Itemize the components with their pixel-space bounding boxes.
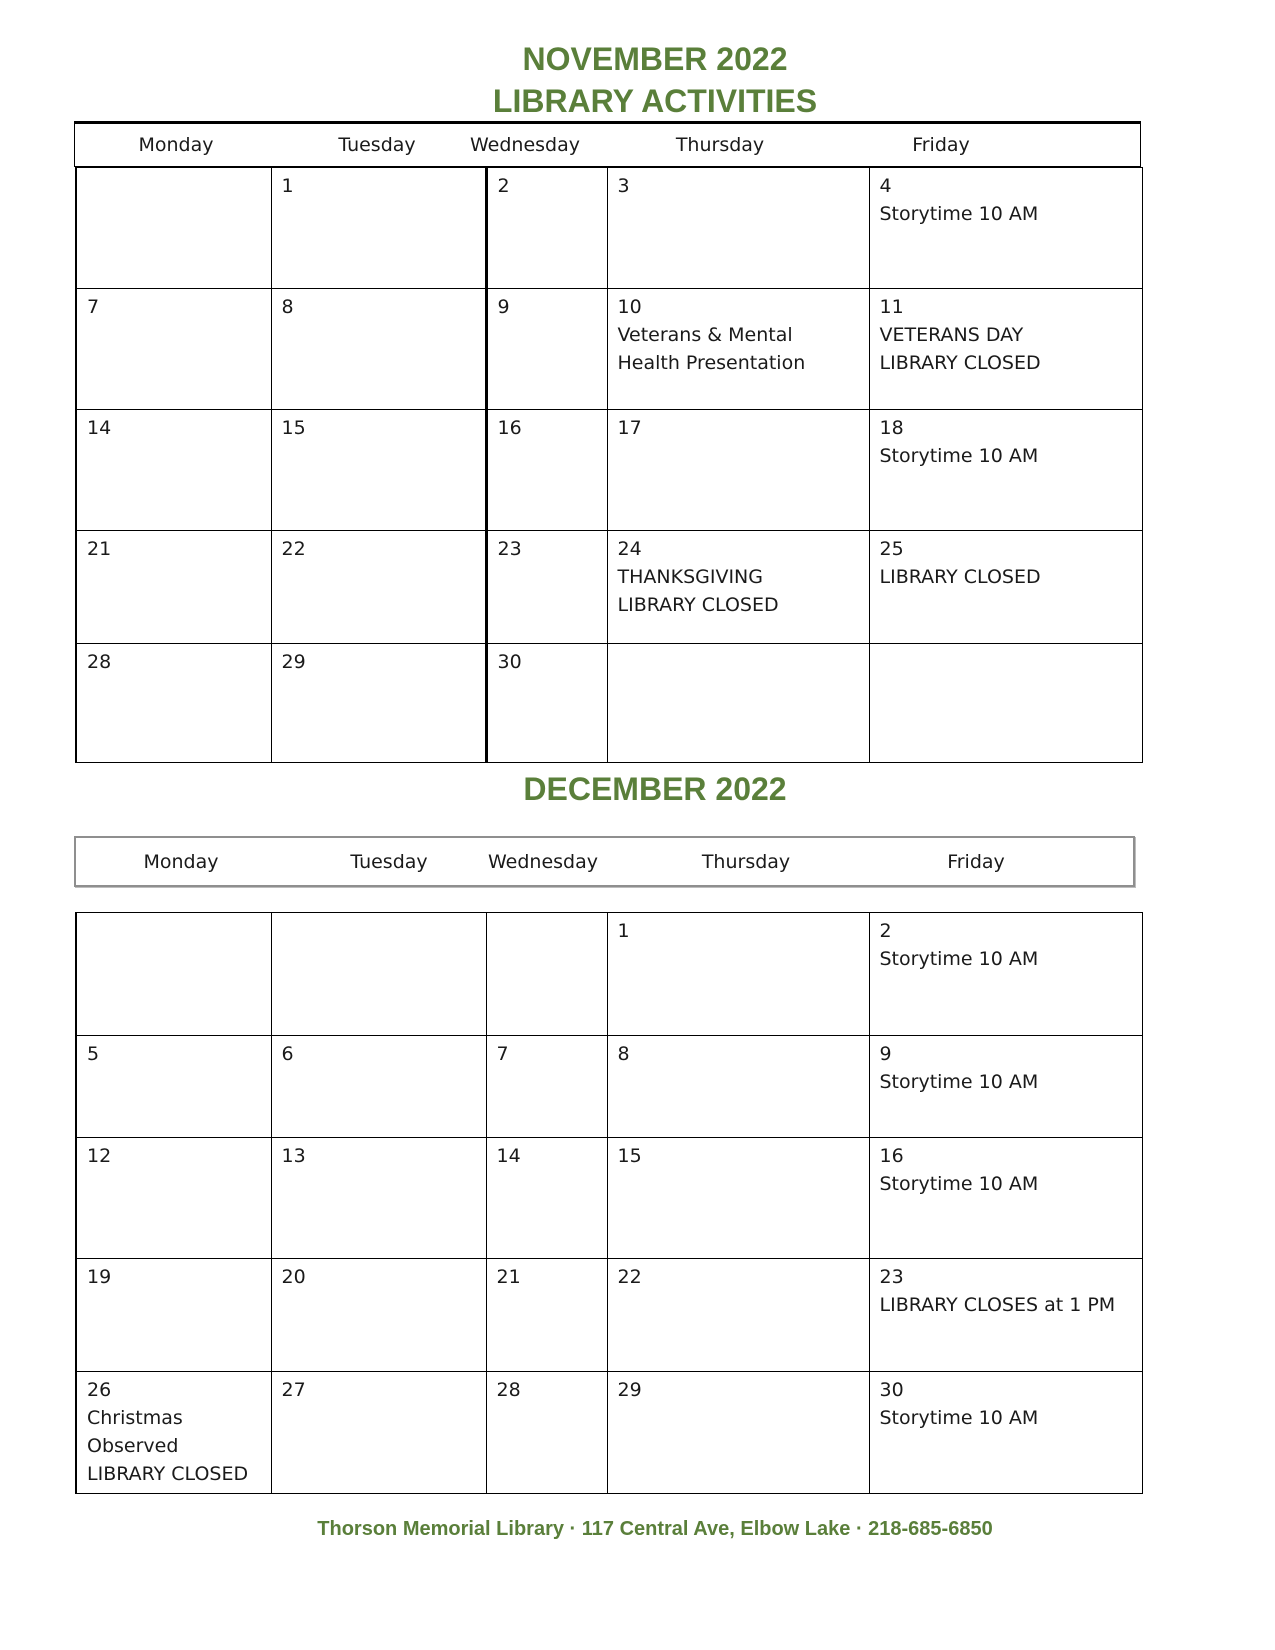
november-weekday-header	[74, 121, 1141, 167]
calendar-day-cell	[607, 410, 869, 531]
day-event: LIBRARY CLOSES at 1 PM	[879, 1294, 1116, 1316]
calendar-day-cell	[869, 1036, 1142, 1138]
calendar-day-cell	[869, 289, 1142, 410]
day-event: Christmas Observed LIBRARY CLOSED	[87, 1407, 249, 1485]
weekday-label: Wednesday	[469, 134, 581, 156]
weekday-label: Tuesday	[338, 134, 416, 156]
calendar-day-cell	[869, 913, 1142, 1036]
day-number: 29	[281, 651, 306, 673]
december-calendar-grid	[75, 912, 1143, 1494]
calendar-day-cell	[76, 1036, 271, 1138]
calendar-day-cell	[271, 1138, 486, 1259]
calendar-day-cell	[76, 410, 271, 531]
day-number: 1	[281, 175, 294, 197]
calendar-day-cell	[76, 1138, 271, 1259]
calendar-day-cell	[607, 168, 869, 289]
day-number: 28	[87, 651, 112, 673]
day-number: 24	[617, 538, 642, 560]
calendar-day-cell	[486, 168, 607, 289]
day-number: 30	[497, 651, 522, 673]
weekday-label: Thursday	[701, 850, 791, 873]
calendar-day-cell	[271, 1372, 486, 1494]
day-number: 2	[497, 175, 510, 197]
calendar-day-cell	[869, 168, 1142, 289]
calendar-day-cell	[869, 410, 1142, 531]
calendar-day-cell	[271, 410, 486, 531]
calendar-week-row	[76, 1372, 1142, 1494]
day-number: 30	[879, 1379, 904, 1401]
day-number: 8	[281, 296, 294, 318]
weekday-label: Monday	[143, 850, 219, 873]
calendar-day-cell	[76, 289, 271, 410]
day-number: 5	[87, 1043, 100, 1065]
calendar-day-cell	[76, 913, 271, 1036]
day-event: Storytime 10 AM	[879, 1071, 1039, 1093]
calendar-day-cell	[486, 644, 607, 763]
calendar-day-cell	[271, 913, 486, 1036]
calendar-day-cell	[486, 531, 607, 644]
calendar-day-cell	[486, 410, 607, 531]
day-number: 25	[879, 538, 904, 560]
day-event: Storytime 10 AM	[879, 1173, 1039, 1195]
day-number: 11	[879, 296, 904, 318]
calendar-day-cell	[76, 531, 271, 644]
calendar-day-cell	[486, 1372, 607, 1494]
calendar-day-cell	[271, 289, 486, 410]
calendar-day-cell	[607, 531, 869, 644]
calendar-day-cell	[607, 1372, 869, 1494]
day-number: 23	[497, 538, 522, 560]
day-number: 17	[617, 417, 642, 439]
day-event: Storytime 10 AM	[879, 203, 1039, 225]
day-number: 16	[879, 1145, 904, 1167]
calendar-day-cell	[486, 1036, 607, 1138]
calendar-day-cell	[607, 289, 869, 410]
day-number: 20	[281, 1266, 306, 1288]
calendar-day-cell	[607, 1138, 869, 1259]
day-event: Storytime 10 AM	[879, 1407, 1039, 1429]
day-number: 16	[497, 417, 522, 439]
calendar-week-row	[76, 1138, 1142, 1259]
calendar-day-cell	[76, 168, 271, 289]
day-event: THANKSGIVING LIBRARY CLOSED	[617, 566, 779, 616]
calendar-week-row	[76, 913, 1142, 1036]
calendar-day-cell	[271, 531, 486, 644]
day-number: 27	[281, 1379, 306, 1401]
calendar-week-row	[76, 644, 1142, 763]
december-weekday-header	[74, 836, 1135, 887]
day-event: Storytime 10 AM	[879, 445, 1039, 467]
day-number: 12	[87, 1145, 112, 1167]
calendar-day-cell	[869, 531, 1142, 644]
day-event: Storytime 10 AM	[879, 948, 1039, 970]
day-number: 6	[281, 1043, 294, 1065]
day-event: LIBRARY CLOSED	[879, 566, 1041, 588]
calendar-day-cell	[486, 1138, 607, 1259]
day-number: 14	[87, 417, 112, 439]
library-contact-footer: Thorson Memorial Library · 117 Central Ave, Elbow Lake · 218-685-6850	[317, 1518, 993, 1540]
calendar-week-row	[76, 1036, 1142, 1138]
weekday-label: Wednesday	[487, 850, 599, 873]
weekday-label: Friday	[947, 850, 1005, 873]
calendar-day-cell	[486, 289, 607, 410]
november-title: NOVEMBER 2022	[522, 41, 788, 77]
calendar-week-row	[76, 168, 1142, 289]
day-number: 4	[879, 175, 892, 197]
calendar-week-row	[76, 531, 1142, 644]
calendar-day-cell	[607, 644, 869, 763]
day-number: 23	[879, 1266, 904, 1288]
day-number: 26	[87, 1379, 112, 1401]
calendar-day-cell	[76, 644, 271, 763]
weekday-label: Thursday	[675, 134, 765, 156]
day-number: 10	[617, 296, 642, 318]
november-calendar-grid	[75, 167, 1143, 763]
calendar-day-cell	[271, 1036, 486, 1138]
day-number: 18	[879, 417, 904, 439]
day-number: 21	[496, 1266, 521, 1288]
day-number: 15	[281, 417, 306, 439]
calendar-week-row	[76, 410, 1142, 531]
calendar-day-cell	[271, 168, 486, 289]
calendar-week-row	[76, 289, 1142, 410]
day-number: 8	[617, 1043, 630, 1065]
day-number: 22	[281, 538, 306, 560]
day-number: 19	[87, 1266, 112, 1288]
weekday-label: Monday	[138, 134, 214, 156]
day-event: Veterans & Mental Health Presentation	[617, 324, 806, 374]
day-number: 9	[879, 1043, 892, 1065]
calendar-day-cell	[869, 1138, 1142, 1259]
calendar-day-cell	[486, 1259, 607, 1372]
day-number: 21	[87, 538, 112, 560]
calendar-day-cell	[607, 1036, 869, 1138]
day-number: 22	[617, 1266, 642, 1288]
day-number: 1	[617, 920, 630, 942]
calendar-day-cell	[76, 1372, 271, 1494]
day-number: 28	[496, 1379, 521, 1401]
calendar-day-cell	[869, 644, 1142, 763]
december-title: DECEMBER 2022	[523, 771, 787, 807]
weekday-label: Tuesday	[350, 850, 428, 873]
day-number: 7	[87, 296, 100, 318]
day-number: 14	[496, 1145, 521, 1167]
calendar-day-cell	[607, 1259, 869, 1372]
day-number: 29	[617, 1379, 642, 1401]
calendar-day-cell	[869, 1259, 1142, 1372]
calendar-day-cell	[869, 1372, 1142, 1494]
calendar-week-row	[76, 1259, 1142, 1372]
calendar-day-cell	[607, 913, 869, 1036]
day-number: 15	[617, 1145, 642, 1167]
calendar-day-cell	[76, 1259, 271, 1372]
november-subtitle: LIBRARY ACTIVITIES	[492, 83, 818, 119]
weekday-label: Friday	[912, 134, 970, 156]
day-event: VETERANS DAY LIBRARY CLOSED	[879, 324, 1041, 374]
calendar-day-cell	[271, 1259, 486, 1372]
day-number: 3	[617, 175, 630, 197]
day-number: 2	[879, 920, 892, 942]
day-number: 13	[281, 1145, 306, 1167]
calendar-day-cell	[271, 644, 486, 763]
day-number: 9	[497, 296, 510, 318]
day-number: 7	[496, 1043, 509, 1065]
calendar-day-cell	[486, 913, 607, 1036]
